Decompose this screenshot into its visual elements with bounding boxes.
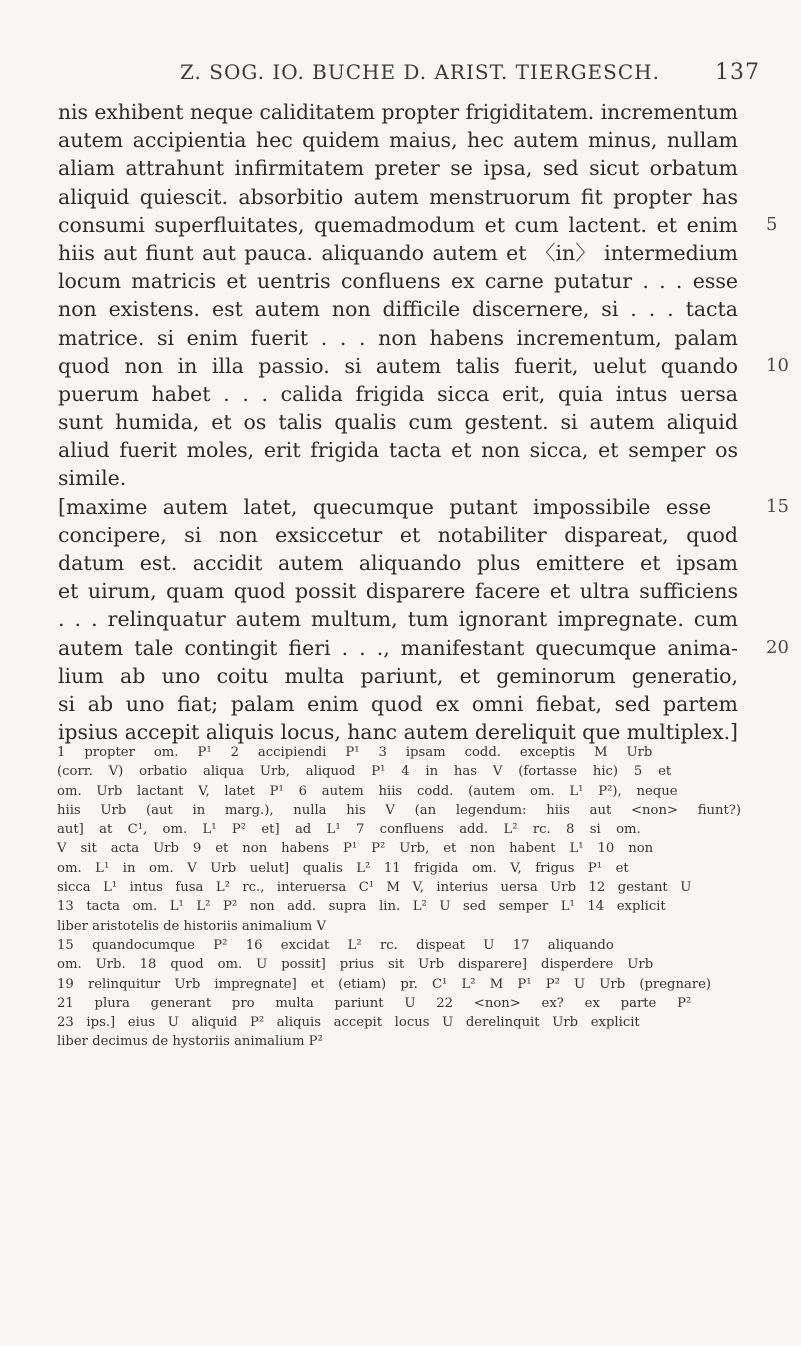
main-text-block (58, 98, 789, 746)
line-number: 5 (766, 213, 778, 235)
text-line-content: aliam attrahunt infirmitatem preter se ipsa, sed sicut orbatum (58, 156, 738, 181)
text-line-content: . . . relinquatur autem multum, tum ignorant impregnate. cum (58, 607, 738, 632)
line-number: 10 (766, 354, 789, 376)
text-line-content: si ab uno fiat; palam enim quod ex omni fiebat, sed partem (58, 691, 738, 716)
apparatus-line: om. Urb. 18 quod om. U possit] prius sit Urb disparere] disperdere Urb (57, 957, 654, 973)
line-number: 15 (766, 495, 789, 517)
text-line (58, 690, 738, 718)
text-line (58, 380, 738, 408)
text-line (58, 577, 738, 605)
apparatus-line: (corr. V) orbatio aliqua Urb, aliquod P¹ 4 in has V (fortasse hic) 5 et (57, 764, 672, 780)
text-line-content: matrice. si enim fuerit . . . non habens incrementum, palam (58, 325, 738, 350)
text-line (58, 295, 738, 323)
text-line-content: consumi superfluitates, quemadmodum et cum lactent. et enim (58, 212, 738, 237)
text-line (58, 239, 738, 267)
text-line-content: autem tale contingit fieri . . ., manifestant quecumque anima- (58, 635, 738, 660)
text-line-content: concipere, si non exsiccetur et notabiliter dispareat, quod (58, 522, 738, 547)
apparatus-line: liber decimus de hystoriis animalium P² (57, 1034, 323, 1050)
text-line (58, 324, 738, 352)
text-line (58, 436, 738, 464)
text-line-content: lium ab uno coitu multa pariunt, et geminorum generatio, (58, 663, 738, 688)
text-line-content: hiis aut fiunt aut pauca. aliquando autem et 〈in〉 intermedium (58, 240, 738, 265)
text-line-content: sunt humida, et os talis qualis cum gestent. si autem aliquid (58, 410, 738, 435)
text-line (58, 211, 778, 239)
text-line (58, 98, 738, 126)
apparatus-line: aut] at C¹, om. L¹ P² et] ad L¹ 7 confluens add. L² rc. 8 si om. (57, 822, 641, 838)
text-line-content: aliud fuerit moles, erit frigida tacta et non sicca, et semper os (58, 438, 738, 463)
text-line (58, 521, 738, 549)
critical-apparatus (57, 743, 741, 1052)
apparatus-line: 13 tacta om. L¹ L² P² non add. supra lin. L² U sed semper L¹ 14 explicit (57, 899, 666, 915)
text-line (58, 408, 738, 436)
text-line-content: simile. (58, 466, 127, 491)
text-line (58, 605, 738, 633)
apparatus-line: 19 relinquitur Urb impregnate] et (etiam) pr. C¹ L² M P¹ P² U Urb (pregnare) (57, 976, 712, 992)
apparatus-line: om. L¹ in om. V Urb uelut] qualis L² 11 frigida om. V, frigus P¹ et (57, 860, 629, 876)
apparatus-line: 21 plura generant pro multa pariunt U 22 <non> ex? ex parte P² (57, 995, 692, 1011)
text-line (58, 634, 789, 662)
text-line-content: locum matricis et uentris confluens ex carne putatur . . . esse (58, 269, 738, 294)
text-line-content: non existens. est autem non difficile discernere, si . . . tacta (58, 297, 738, 322)
text-line (58, 126, 738, 154)
text-line (58, 352, 789, 380)
line-number: 20 (766, 636, 789, 658)
apparatus-line: hiis Urb (aut in marg.), nulla his V (an legendum: hiis aut <non> fiunt?) (57, 802, 741, 818)
page-header (160, 60, 760, 90)
running-title: Z. SOG. IO. BUCHE D. ARIST. TIERGESCH. (180, 60, 660, 84)
text-line-content: ipsius accepit aliquis locus, hanc autem dereliquit que multiplex.] (58, 720, 738, 745)
apparatus-line: 15 quandocumque P² 16 excidat L² rc. dispeat U 17 aliquando (57, 937, 614, 953)
text-line (58, 493, 789, 521)
text-line (58, 464, 738, 492)
text-line-content: datum est. accidit autem aliquando plus emittere et ipsam (58, 551, 738, 575)
page-number: 137 (715, 60, 760, 85)
apparatus-line: liber aristotelis de historiis animalium V (57, 918, 327, 934)
text-line-content: autem accipientia hec quidem maius, hec autem minus, nullam (58, 128, 738, 153)
text-line (58, 154, 738, 182)
text-line (58, 662, 738, 690)
text-line-content: et uirum, quam quod possit disparere facere et ultra sufficiens (58, 579, 738, 604)
apparatus-line: 23 ips.] eius U aliquid P² aliquis accepit locus U derelinquit Urb explicit (57, 1015, 640, 1031)
text-line (58, 549, 738, 577)
apparatus-line: sicca L¹ intus fusa L² rc., interuersa C¹ M V, interius uersa Urb 12 gestant U (57, 880, 692, 896)
text-line-content: aliquid quiescit. absorbitio autem menstruorum fit propter has (58, 184, 738, 209)
text-line-content: quod non in illa passio. si autem talis fuerit, uelut quando (58, 353, 738, 378)
text-line-content: [maxime autem latet, quecumque putant impossibile esse (58, 494, 712, 519)
text-line (58, 267, 738, 295)
apparatus-line: om. Urb lactant V, latet P¹ 6 autem hiis codd. (autem om. L¹ P²), neque (57, 783, 678, 799)
text-line (58, 183, 738, 211)
text-line-content: puerum habet . . . calida frigida sicca erit, quia intus uersa (58, 381, 738, 406)
apparatus-line: 1 propter om. P¹ 2 accipiendi P¹ 3 ipsam codd. exceptis M Urb (57, 745, 653, 760)
text-line-content: nis exhibent neque caliditatem propter frigiditatem. incrementum (58, 100, 738, 124)
apparatus-line: V sit acta Urb 9 et non habens P¹ P² Urb, et non habent L¹ 10 non (57, 841, 654, 857)
